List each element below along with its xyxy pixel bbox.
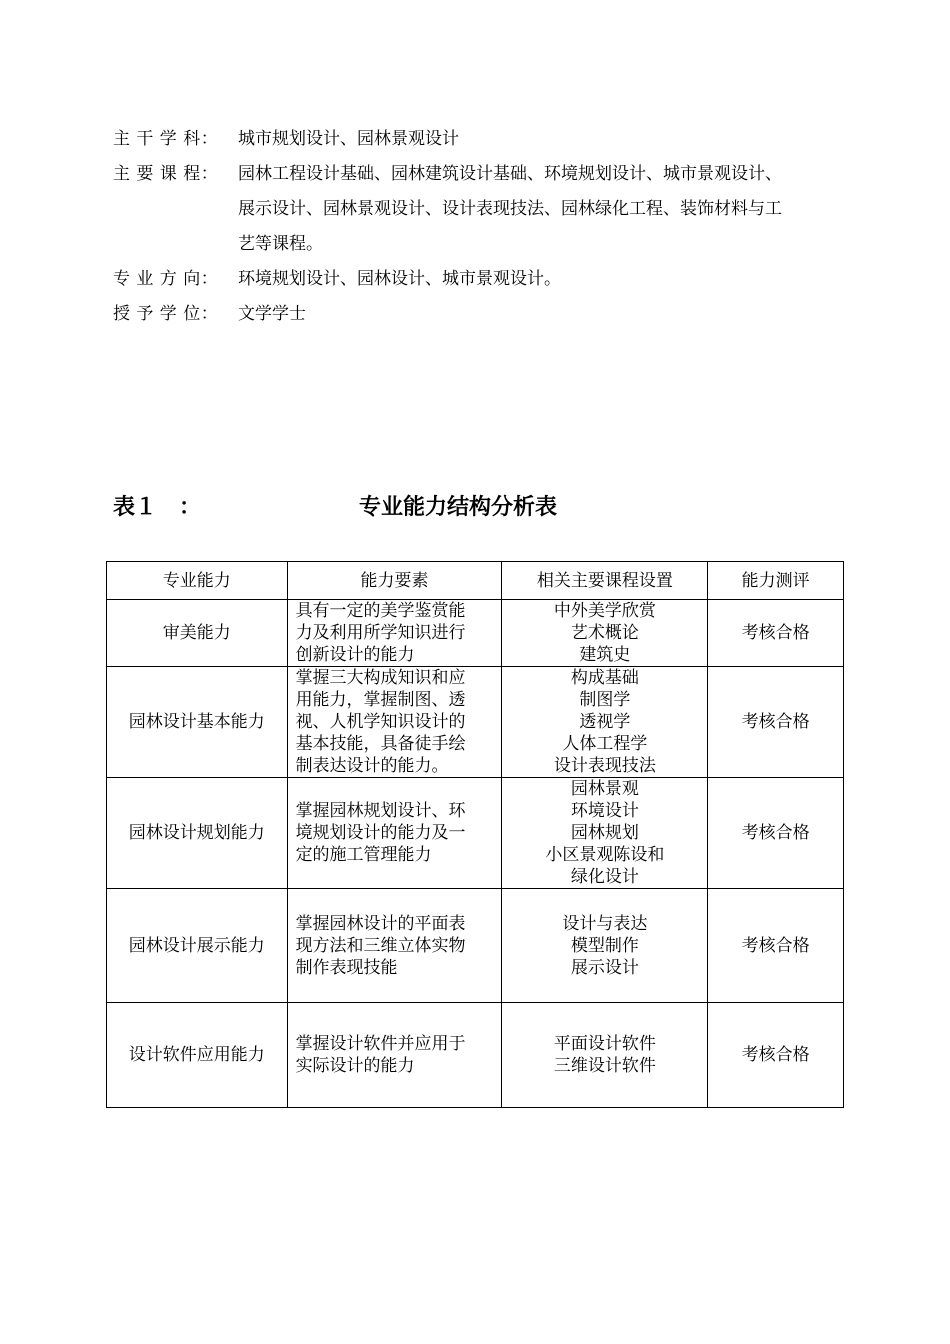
courses-cell <box>502 667 708 778</box>
ability-cell: 设计软件应用能力 <box>107 1003 288 1108</box>
ability-table <box>106 561 844 1108</box>
elements-cell <box>287 889 502 1003</box>
element-line: 创新设计的能力 <box>295 645 415 665</box>
course-line: 三维设计软件 <box>553 1056 656 1076</box>
table-row <box>107 889 844 1003</box>
info-value: 文学学士 <box>238 304 306 324</box>
eval-cell: 考核合格 <box>708 778 844 889</box>
elements-cell <box>287 1003 502 1108</box>
info-row-direction <box>113 262 793 297</box>
info-label: 主 干 学 科： <box>113 129 219 149</box>
program-info <box>113 122 793 332</box>
table-row <box>107 778 844 889</box>
element-line: 制表达设计的能力。 <box>295 756 449 776</box>
info-row-degree <box>113 297 793 332</box>
element-line: 视、人机学知识设计的 <box>295 712 466 732</box>
ability-cell: 审美能力 <box>107 600 288 667</box>
element-line: 具有一定的美学鉴赏能 <box>295 601 466 621</box>
ability-cell: 园林设计展示能力 <box>107 889 288 1003</box>
element-line: 实际设计的能力 <box>295 1056 415 1076</box>
info-value: 环境规划设计、园林设计、城市景观设计。 <box>238 269 561 289</box>
eval-cell: 考核合格 <box>708 1003 844 1108</box>
info-value: 城市规划设计、园林景观设计 <box>238 129 459 149</box>
element-line: 掌握设计软件并应用于 <box>295 1034 466 1054</box>
eval-cell: 考核合格 <box>708 600 844 667</box>
element-line: 基本技能，具备徒手绘 <box>295 734 466 754</box>
table-row <box>107 600 844 667</box>
course-line: 透视学 <box>579 712 631 732</box>
course-line: 小区景观陈设和 <box>545 845 665 865</box>
course-line: 制图学 <box>579 690 631 710</box>
course-line: 人体工程学 <box>562 734 648 754</box>
course-line: 建筑史 <box>579 645 631 665</box>
info-row-subject <box>113 122 793 157</box>
course-line: 艺术概论 <box>570 623 639 643</box>
info-label: 主 要 课 程： <box>113 164 219 184</box>
course-line: 平面设计软件 <box>553 1034 656 1054</box>
info-label: 授 予 学 位： <box>113 304 219 324</box>
course-line: 绿化设计 <box>570 867 639 887</box>
table-title: 专业能力结构分析表 <box>359 494 558 520</box>
column-header: 相关主要课程设置 <box>502 562 708 600</box>
table-caption <box>113 490 813 524</box>
courses-cell <box>502 778 708 889</box>
element-line: 定的施工管理能力 <box>295 845 432 865</box>
course-line: 模型制作 <box>570 935 639 956</box>
course-line: 设计表现技法 <box>553 756 656 776</box>
element-line: 境规划设计的能力及一 <box>295 823 466 843</box>
column-header: 能力要素 <box>287 562 502 600</box>
course-line: 园林景观 <box>570 779 639 799</box>
table-row <box>107 1003 844 1108</box>
element-line: 用能力，掌握制图、透 <box>295 690 466 710</box>
info-value: 园林工程设计基础、园林建筑设计基础、环境规划设计、城市景观设计、展示设计、园林景观设计、设计表现技法、园林绿化工程、装饰材料与工艺等课程。 <box>238 164 782 254</box>
course-line: 园林规划 <box>570 823 639 843</box>
elements-cell <box>287 778 502 889</box>
course-line: 环境设计 <box>570 801 639 821</box>
course-line: 构成基础 <box>570 668 639 688</box>
table-header-row <box>107 562 844 600</box>
course-line: 设计与表达 <box>562 913 648 934</box>
eval-cell: 考核合格 <box>708 667 844 778</box>
eval-cell: 考核合格 <box>708 889 844 1003</box>
column-header: 专业能力 <box>107 562 288 600</box>
info-row-courses <box>113 157 793 262</box>
course-line: 中外美学欣赏 <box>553 601 656 621</box>
element-line: 力及利用所学知识进行 <box>295 623 466 643</box>
element-line: 现方法和三维立体实物 <box>295 935 466 956</box>
table-number: 表１ ： <box>113 494 202 520</box>
courses-cell <box>502 600 708 667</box>
element-line: 制作表现技能 <box>295 957 398 978</box>
element-line: 掌握园林规划设计、环 <box>295 801 466 821</box>
element-line: 掌握三大构成知识和应 <box>295 668 466 688</box>
elements-cell <box>287 667 502 778</box>
course-line: 展示设计 <box>570 957 639 978</box>
courses-cell <box>502 889 708 1003</box>
elements-cell <box>287 600 502 667</box>
element-line: 掌握园林设计的平面表 <box>295 913 466 934</box>
ability-cell: 园林设计基本能力 <box>107 667 288 778</box>
info-label: 专 业 方 向： <box>113 269 219 289</box>
courses-cell <box>502 1003 708 1108</box>
table-row <box>107 667 844 778</box>
column-header: 能力测评 <box>708 562 844 600</box>
ability-cell: 园林设计规划能力 <box>107 778 288 889</box>
